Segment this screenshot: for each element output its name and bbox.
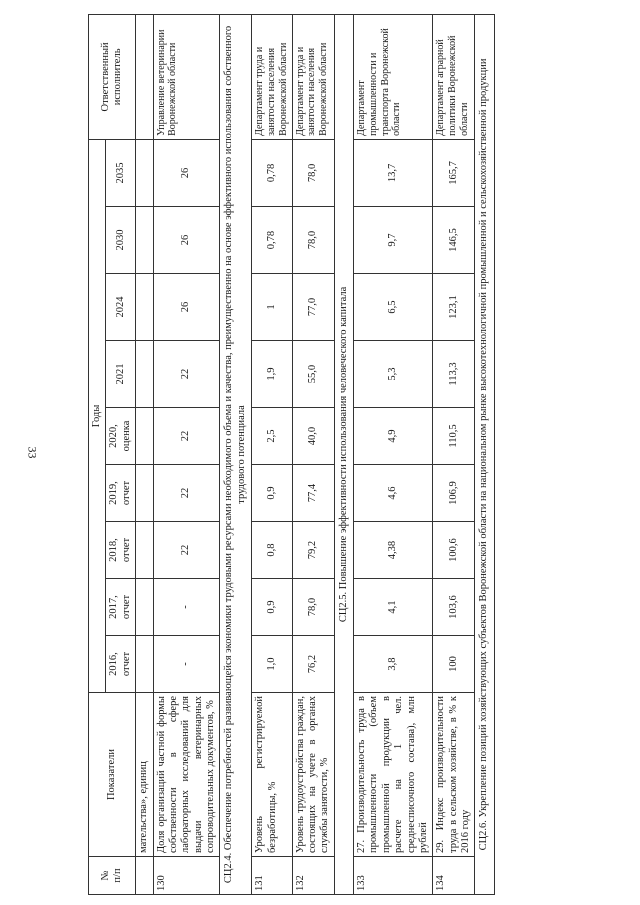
year-value: 22 — [153, 522, 220, 579]
table-row — [136, 14, 153, 894]
indicator-name: 27. Производительность труда в промышленности (объем промышленной продукции в расчете на 1 чел. среднесписочного состава), млн рублей — [354, 693, 433, 857]
year-value: 123,1 — [433, 274, 475, 341]
header-year: 2016, отчет — [106, 636, 136, 693]
table-row — [292, 14, 334, 894]
responsible-executor: Департамент труда и занятости населения Воронежской области — [292, 14, 334, 139]
page-number — [12, 0, 52, 905]
year-value: 77,4 — [292, 465, 334, 522]
year-value — [136, 579, 153, 636]
year-value: - — [153, 636, 220, 693]
indicator-name: Уровень регистрируемой безработицы, % — [252, 693, 292, 857]
year-value: 9,7 — [354, 207, 433, 274]
year-value: 22 — [153, 465, 220, 522]
section-title: СЦ2.5. Повышение эффективности использования человеческого капитала — [334, 14, 353, 894]
responsible-executor — [136, 14, 153, 139]
indicator-name: Доля организаций частной формы собственности в сфере лабораторных исследований для выдачи ветеринарных сопроводительных документов, % — [153, 693, 220, 857]
section-title: СЦ2.6. Укрепление позиций хозяйствующих субъектов Воронежской области на национальном рынке высокотехнологичной промышленной и сельскохозяйственной продукции — [475, 14, 494, 894]
year-value: - — [153, 579, 220, 636]
year-value: 78,0 — [292, 579, 334, 636]
row-number: 132 — [292, 857, 334, 895]
page-number-text: 33 — [25, 446, 40, 459]
year-value — [136, 139, 153, 206]
row-number: 134 — [433, 857, 475, 895]
header-year: 2018, отчет — [106, 522, 136, 579]
responsible-executor: Департамент промышленности и транспорта Воронежской области — [354, 14, 433, 139]
responsible-executor: Управление ветеринарии Воронежской области — [153, 14, 220, 139]
year-value: 0,9 — [252, 579, 292, 636]
year-value: 4,6 — [354, 465, 433, 522]
year-value: 103,6 — [433, 579, 475, 636]
year-value: 77,0 — [292, 274, 334, 341]
row-number: 131 — [252, 857, 292, 895]
header-year: 2035 — [106, 139, 136, 206]
year-value: 26 — [153, 139, 220, 206]
row-number: 130 — [153, 857, 220, 895]
table-body — [136, 14, 495, 894]
year-value: 55,0 — [292, 341, 334, 408]
year-value: 22 — [153, 341, 220, 408]
section-title: СЦ2.4. Обеспечение потребностей развивающейся экономики трудовыми ресурсами необходимого объема и качества, преимущественно на основе эффективного использования собственного трудового потенциала — [220, 14, 252, 894]
year-value — [136, 207, 153, 274]
year-value: 78,0 — [292, 139, 334, 206]
header-year: 2019, отчет — [106, 465, 136, 522]
table-row — [433, 14, 475, 894]
year-value: 2,5 — [252, 408, 292, 465]
header-num: № п/п — [89, 857, 136, 895]
indicators-table — [88, 14, 495, 895]
year-value: 0,78 — [252, 207, 292, 274]
year-value: 1 — [252, 274, 292, 341]
table-row — [252, 14, 292, 894]
year-value: 78,0 — [292, 207, 334, 274]
year-value: 79,2 — [292, 522, 334, 579]
row-number — [136, 857, 153, 895]
year-value — [136, 408, 153, 465]
year-value — [136, 274, 153, 341]
year-value: 26 — [153, 274, 220, 341]
responsible-executor: Департамент аграрной политики Воронежской области — [433, 14, 475, 139]
year-value — [136, 465, 153, 522]
year-value: 110,5 — [433, 408, 475, 465]
year-value: 22 — [153, 408, 220, 465]
header-year: 2021 — [106, 341, 136, 408]
indicator-name: мательства», единиц — [136, 693, 153, 857]
year-value: 40,0 — [292, 408, 334, 465]
year-value: 1,9 — [252, 341, 292, 408]
year-value — [136, 636, 153, 693]
year-value: 76,2 — [292, 636, 334, 693]
year-value: 100,6 — [433, 522, 475, 579]
responsible-executor: Департамент труда и занятости населения Воронежской области — [252, 14, 292, 139]
year-value: 1,0 — [252, 636, 292, 693]
year-value: 4,9 — [354, 408, 433, 465]
row-number: 133 — [354, 857, 433, 895]
year-value: 106,9 — [433, 465, 475, 522]
year-value: 0,9 — [252, 465, 292, 522]
year-value: 4,1 — [354, 579, 433, 636]
rotated-table-container — [88, 15, 578, 895]
section-row — [334, 14, 353, 894]
year-value: 0,8 — [252, 522, 292, 579]
header-year: 2030 — [106, 207, 136, 274]
year-value: 13,7 — [354, 139, 433, 206]
year-value: 146,5 — [433, 207, 475, 274]
year-value: 6,5 — [354, 274, 433, 341]
header-year: 2020, оценка — [106, 408, 136, 465]
indicator-name: 29. Индекс производительности труда в сельском хозяйстве, в % к 2016 году — [433, 693, 475, 857]
table-row — [153, 14, 220, 894]
year-value: 165,7 — [433, 139, 475, 206]
table-header — [89, 14, 136, 894]
year-value: 4,38 — [354, 522, 433, 579]
year-value: 3,8 — [354, 636, 433, 693]
year-value: 100 — [433, 636, 475, 693]
year-value: 113,3 — [433, 341, 475, 408]
header-year: 2024 — [106, 274, 136, 341]
section-row — [475, 14, 494, 894]
header-years: Годы — [89, 139, 106, 692]
header-responsible: Ответственный исполнитель — [89, 14, 136, 139]
year-value: 0,78 — [252, 139, 292, 206]
year-value — [136, 522, 153, 579]
header-year: 2017, отчет — [106, 579, 136, 636]
section-row — [220, 14, 252, 894]
header-indicator: Показатели — [89, 693, 136, 857]
year-value: 26 — [153, 207, 220, 274]
year-value — [136, 341, 153, 408]
table-row — [354, 14, 433, 894]
indicator-name: Уровень трудоустройства граждан, состоящих на учете в органах службы занятости, % — [292, 693, 334, 857]
year-value: 5,3 — [354, 341, 433, 408]
